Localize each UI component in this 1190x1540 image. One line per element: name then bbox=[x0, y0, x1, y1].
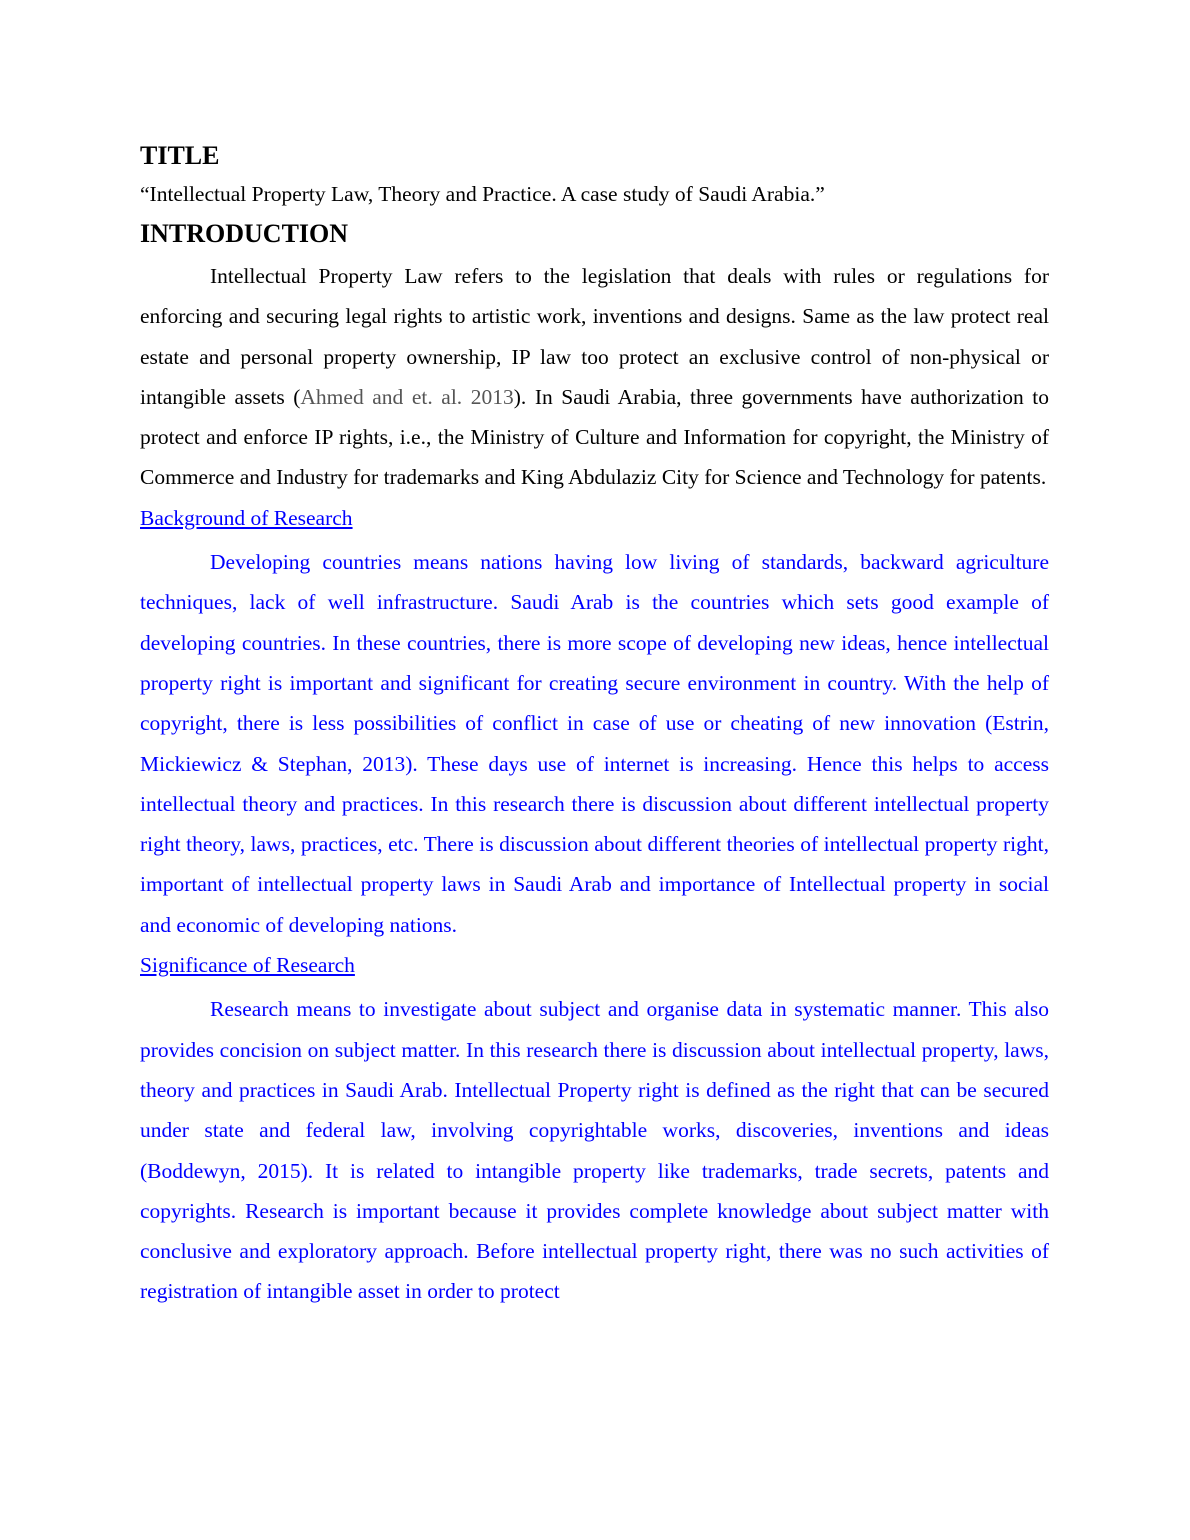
background-paragraph: Developing countries means nations having low living of standards, backward agriculture techniques, lack of well infrastructure. Saudi Arab is the countries which sets good example of developing countries. In these countries, there is more scope of developing new ideas, hence intellectual property right is important and significant for creating secure environment in country. With the help of copyright, there is less possibilities of conflict in case of use or cheating of new innovation (Estrin, Mickiewicz & Stephan, 2013). These days use of internet is increasing. Hence this helps to access intellectual theory and practices. In this research there is discussion about different intellectual property right theory, laws, practices, etc. There is discussion about different theories of intellectual property right, important of intellectual property laws in Saudi Arab and importance of Intellectual property in social and economic of developing nations. bbox=[140, 550, 1049, 937]
significance-paragraph: Research means to investigate about subject and organise data in systematic manner. This also provides concision on subject matter. In this research there is discussion about intellectual property, laws, theory and practices in Saudi Arab. Intellectual Property right is defined as the right that can be secured under state and federal law, involving copyrightable works, discoveries, inventions and ideas (Boddewyn, 2015). It is related to intangible property like trademarks, trade secrets, patents and copyrights. Research is important because it provides complete knowledge about subject matter with conclusive and exploratory approach. Before intellectual property right, there was no such activities of registration of intangible asset in order to protect bbox=[140, 997, 1049, 1304]
background-heading: Background of Research bbox=[140, 505, 353, 530]
document-title: “Intellectual Property Law, Theory and Practice. A case study of Saudi Arabia.” bbox=[140, 182, 825, 206]
document-page bbox=[140, 138, 1049, 1312]
title-heading: TITLE bbox=[140, 141, 220, 170]
intro-text-after-citation: ). In Saudi Arabia, three governments have authorization to protect and enforce IP rights, i.e., the Ministry of Culture and Information for copyright, the Ministry of Commerce and Industry for trademarks and King Abdulaziz City for Science and Technology for patents. bbox=[140, 384, 1049, 490]
introduction-paragraph bbox=[140, 256, 1049, 498]
significance-heading: Significance of Research bbox=[140, 953, 355, 978]
introduction-heading: INTRODUCTION bbox=[140, 219, 349, 248]
intro-text-before-citation: Intellectual Property Law refers to the legislation that deals with rules or regulations for enforcing and securing legal rights to artistic work, inventions and designs. Same as the law protect real estate and personal property ownership, IP law too protect an exclusive control of non-physical or intangible assets ( bbox=[140, 264, 1049, 409]
intro-citation: Ahmed and et. al. 2013 bbox=[300, 384, 514, 409]
